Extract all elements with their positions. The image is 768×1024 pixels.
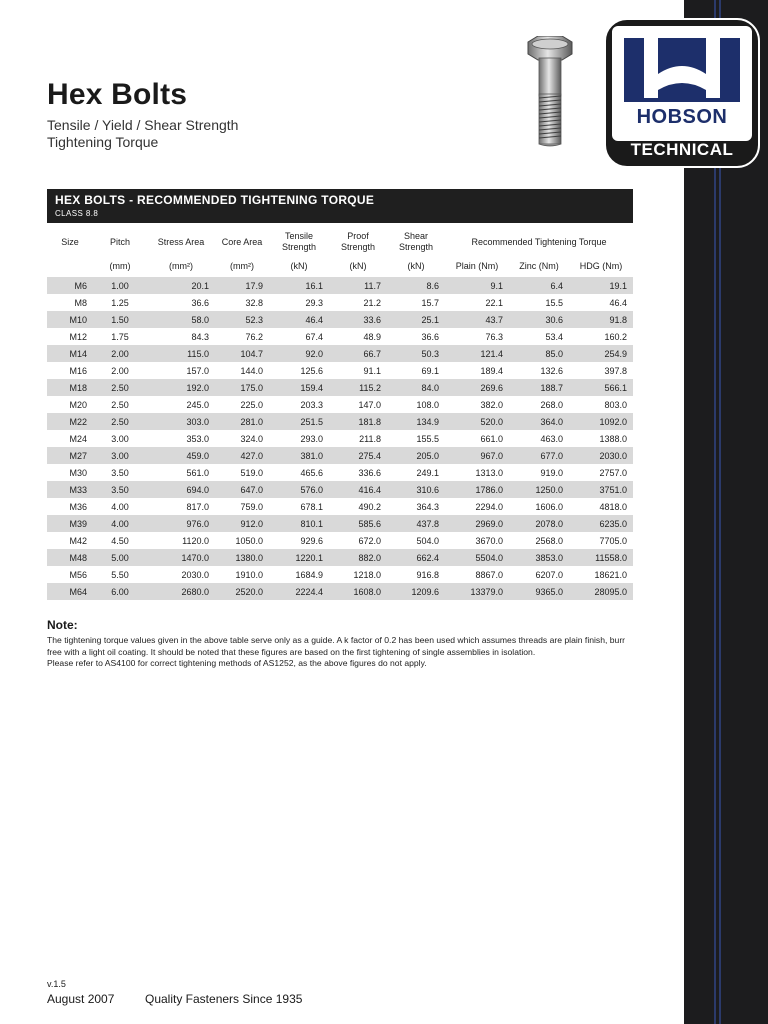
value-cell: 181.8	[329, 413, 387, 430]
value-cell: 268.0	[540, 399, 563, 410]
size-cell: M64	[47, 583, 93, 600]
size-cell: M10	[47, 311, 93, 328]
table-row	[47, 311, 633, 328]
value-cell: 2.50	[93, 379, 147, 396]
table-row	[47, 498, 633, 515]
value-cell: 84.0	[387, 379, 445, 396]
value-cell: 92.0	[269, 345, 329, 362]
value-cell: 381.0	[269, 447, 329, 464]
value-cell: 2.00	[93, 345, 147, 362]
value-cell: 144.0	[240, 365, 263, 376]
value-cell: 66.7	[329, 345, 387, 362]
value-cell: 6235.0	[569, 515, 633, 532]
value-cell: 205.0	[387, 447, 445, 464]
unit-header: (mm)	[109, 261, 131, 271]
value-cell: 5504.0	[445, 549, 509, 566]
value-cell: 661.0	[480, 433, 503, 444]
value-cell: 1388.0	[599, 433, 627, 444]
value-cell: 759.0	[240, 501, 263, 512]
table-row	[47, 481, 633, 498]
value-cell: 504.0	[416, 535, 439, 546]
value-cell: 249.1	[416, 467, 439, 478]
table-row	[47, 532, 633, 549]
value-cell: 1.00	[93, 277, 147, 294]
value-cell: 6.00	[93, 583, 147, 600]
size-cell: M6	[47, 277, 93, 294]
value-cell: 3.50	[93, 481, 147, 498]
value-cell: 463.0	[540, 433, 563, 444]
value-cell: 2030.0	[181, 569, 209, 580]
value-cell: 4.50	[111, 535, 129, 546]
value-cell: 1050.0	[235, 535, 263, 546]
value-cell: 17.9	[215, 277, 269, 294]
size-cell: M27	[47, 447, 93, 464]
value-cell: 1910.0	[235, 569, 263, 580]
value-cell: 647.0	[215, 481, 269, 498]
size-cell: M18	[47, 379, 93, 396]
table-row	[47, 549, 633, 566]
value-cell: 50.3	[387, 345, 445, 362]
value-cell: 9365.0	[509, 583, 569, 600]
value-cell: 382.0	[480, 399, 503, 410]
col-header: Tensile Strength	[281, 231, 317, 252]
size-cell: M12	[69, 331, 87, 342]
value-cell: 13379.0	[445, 583, 509, 600]
value-cell: 929.6	[300, 535, 323, 546]
torque-table	[47, 229, 633, 600]
value-cell: 437.8	[387, 515, 445, 532]
value-cell: 364.0	[509, 413, 569, 430]
value-cell: 189.4	[480, 365, 503, 376]
value-cell: 2757.0	[599, 467, 627, 478]
value-cell: 1313.0	[475, 467, 503, 478]
value-cell: 416.4	[329, 481, 387, 498]
value-cell: 1606.0	[535, 501, 563, 512]
value-cell: 203.3	[300, 399, 323, 410]
value-cell: 2294.0	[475, 501, 503, 512]
version-label: v.1.5	[47, 979, 66, 989]
value-cell: 976.0	[147, 515, 215, 532]
size-cell: M42	[69, 535, 87, 546]
note-title: Note:	[47, 618, 78, 632]
value-cell: 324.0	[240, 433, 263, 444]
value-cell: 25.1	[387, 311, 445, 328]
value-cell: 211.8	[359, 433, 381, 444]
value-cell: 8.6	[387, 277, 445, 294]
value-cell: 125.6	[300, 365, 323, 376]
value-cell: 157.0	[186, 365, 209, 376]
value-cell: 561.0	[186, 467, 209, 478]
value-cell: 1.25	[111, 297, 129, 308]
value-cell: 6.4	[509, 277, 569, 294]
table-row	[47, 277, 633, 294]
value-cell: 115.2	[329, 379, 387, 396]
value-cell: 2520.0	[215, 583, 269, 600]
value-cell: 58.0	[147, 311, 215, 328]
value-cell: 147.0	[358, 399, 381, 410]
value-cell: 519.0	[240, 467, 263, 478]
size-cell: M16	[69, 365, 87, 376]
value-cell: 397.8	[604, 365, 627, 376]
value-cell: 912.0	[215, 515, 269, 532]
unit-header: (kN)	[349, 261, 367, 271]
value-cell: 336.6	[358, 467, 381, 478]
value-cell: 160.2	[604, 331, 627, 342]
value-cell: 916.8	[416, 569, 439, 580]
value-cell: 1.50	[93, 311, 147, 328]
value-cell: 3.00	[93, 447, 147, 464]
value-cell: 585.6	[329, 515, 387, 532]
value-cell: 2568.0	[535, 535, 563, 546]
size-cell: M24	[69, 433, 87, 444]
value-cell: 76.2	[245, 331, 263, 342]
value-cell: 427.0	[215, 447, 269, 464]
value-cell: 919.0	[540, 467, 563, 478]
unit-header: (kN)	[407, 261, 425, 271]
value-cell: 281.0	[215, 413, 269, 430]
unit-header: (mm²)	[230, 261, 254, 271]
value-cell: 293.0	[300, 433, 323, 444]
table-class: CLASS 8.8	[55, 209, 99, 218]
value-cell: 490.2	[358, 501, 381, 512]
value-cell: 459.0	[147, 447, 215, 464]
value-cell: 22.1	[485, 297, 503, 308]
value-cell: 662.4	[387, 549, 445, 566]
value-cell: 1470.0	[147, 549, 215, 566]
value-cell: 28095.0	[569, 583, 633, 600]
logo-line2: TECHNICAL	[630, 140, 734, 159]
value-cell: 15.5	[545, 297, 563, 308]
value-cell: 192.0	[147, 379, 215, 396]
value-cell: 1218.0	[353, 569, 381, 580]
value-cell: 5.00	[93, 549, 147, 566]
value-cell: 11.7	[329, 277, 387, 294]
value-cell: 4818.0	[599, 501, 627, 512]
value-cell: 134.9	[387, 413, 445, 430]
value-cell: 91.8	[569, 311, 633, 328]
note-paragraph: The tightening torque values given in the above table serve only as a guide. A k factor of 0.2 has been used which assumes threads are plain finish, burr free with a light oil coating. It should be noted that these figures are based on the first tightening of single assemblies in isolation.	[47, 635, 626, 657]
value-cell: 19.1	[569, 277, 633, 294]
table-row	[47, 515, 633, 532]
value-cell: 520.0	[445, 413, 509, 430]
size-cell: M39	[47, 515, 93, 532]
value-cell: 810.1	[269, 515, 329, 532]
value-cell: 817.0	[186, 501, 209, 512]
value-cell: 33.6	[329, 311, 387, 328]
value-cell: 1092.0	[569, 413, 633, 430]
value-cell: 46.4	[609, 297, 627, 308]
value-cell: 15.7	[421, 297, 439, 308]
value-cell: 1608.0	[329, 583, 387, 600]
value-cell: 1.75	[111, 331, 129, 342]
value-cell: 3.50	[111, 467, 129, 478]
size-cell: M14	[47, 345, 93, 362]
value-cell: 967.0	[445, 447, 509, 464]
table-row	[47, 396, 633, 413]
value-cell: 7705.0	[599, 535, 627, 546]
value-cell: 1786.0	[445, 481, 509, 498]
value-cell: 9.1	[445, 277, 509, 294]
value-cell: 20.1	[147, 277, 215, 294]
value-cell: 269.6	[445, 379, 509, 396]
value-cell: 188.7	[509, 379, 569, 396]
value-cell: 32.8	[245, 297, 263, 308]
value-cell: 36.6	[421, 331, 439, 342]
value-cell: 2.50	[93, 413, 147, 430]
size-cell: M30	[69, 467, 87, 478]
table-row	[47, 294, 633, 311]
page-title: Hex Bolts	[47, 78, 188, 111]
value-cell: 1684.9	[295, 569, 323, 580]
value-cell: 303.0	[147, 413, 215, 430]
value-cell: 882.0	[329, 549, 387, 566]
value-cell: 6207.0	[535, 569, 563, 580]
value-cell: 121.4	[445, 345, 509, 362]
value-cell: 245.0	[186, 399, 209, 410]
table-row	[47, 447, 633, 464]
value-cell: 4.00	[111, 501, 129, 512]
col-header: Proof Strength	[340, 231, 376, 252]
unit-header: (kN)	[290, 261, 308, 271]
value-cell: 694.0	[147, 481, 215, 498]
value-cell: 21.2	[363, 297, 381, 308]
footer-date: August 2007	[47, 992, 115, 1006]
value-cell: 85.0	[509, 345, 569, 362]
size-cell: M33	[47, 481, 93, 498]
value-cell: 465.6	[300, 467, 323, 478]
value-cell: 310.6	[387, 481, 445, 498]
value-cell: 364.3	[416, 501, 439, 512]
value-cell: 1380.0	[215, 549, 269, 566]
col-header: Size	[61, 236, 79, 247]
value-cell: 576.0	[269, 481, 329, 498]
value-cell: 108.0	[416, 399, 439, 410]
value-cell: 53.4	[545, 331, 563, 342]
value-cell: 30.6	[509, 311, 569, 328]
unit-header: Zinc (Nm)	[519, 261, 559, 271]
note-paragraph: Please refer to AS4100 for correct tightening methods of AS1252, as the above figures do not apply.	[47, 658, 427, 669]
table-row	[47, 345, 633, 362]
size-cell: M36	[69, 501, 87, 512]
table-row	[47, 566, 633, 583]
value-cell: 2030.0	[569, 447, 633, 464]
value-cell: 11558.0	[569, 549, 633, 566]
value-cell: 2.50	[111, 399, 129, 410]
value-cell: 18621.0	[594, 569, 627, 580]
col-header: Shear Strength	[398, 231, 434, 252]
value-cell: 803.0	[604, 399, 627, 410]
unit-header	[47, 255, 93, 277]
value-cell: 5.50	[111, 569, 129, 580]
value-cell: 67.4	[305, 331, 323, 342]
table-row	[47, 430, 633, 447]
value-cell: 2680.0	[147, 583, 215, 600]
value-cell: 76.3	[485, 331, 503, 342]
value-cell: 2224.4	[269, 583, 329, 600]
col-header: Recommended Tightening Torque	[471, 236, 607, 247]
value-cell: 48.9	[363, 331, 381, 342]
value-cell: 3.00	[111, 433, 129, 444]
hex-bolt-icon	[522, 36, 578, 148]
value-cell: 84.3	[191, 331, 209, 342]
value-cell: 69.1	[421, 365, 439, 376]
value-cell: 1120.0	[182, 535, 209, 546]
value-cell: 43.7	[445, 311, 509, 328]
table-row	[47, 379, 633, 396]
size-cell: M48	[47, 549, 93, 566]
value-cell: 52.3	[215, 311, 269, 328]
value-cell: 254.9	[569, 345, 633, 362]
value-cell: 225.0	[240, 399, 263, 410]
value-cell: 132.6	[540, 365, 563, 376]
value-cell: 251.5	[269, 413, 329, 430]
value-cell: 16.1	[269, 277, 329, 294]
table-row	[47, 583, 633, 600]
value-cell: 353.0	[186, 433, 209, 444]
value-cell: 4.00	[93, 515, 147, 532]
logo-line1: HOBSON	[636, 106, 728, 128]
footer-tagline: Quality Fasteners Since 1935	[145, 992, 303, 1006]
value-cell: 1220.1	[269, 549, 329, 566]
value-cell: 275.4	[329, 447, 387, 464]
table-row	[47, 464, 633, 481]
page-subtitle: Tensile / Yield / Shear Strength	[47, 117, 239, 133]
size-cell: M22	[47, 413, 93, 430]
value-cell: 3670.0	[475, 535, 503, 546]
unit-header: (mm²)	[169, 261, 193, 271]
unit-header: HDG (Nm)	[579, 261, 623, 271]
value-cell: 159.4	[269, 379, 329, 396]
value-cell: 672.0	[358, 535, 381, 546]
value-cell: 566.1	[569, 379, 633, 396]
value-cell: 2969.0	[445, 515, 509, 532]
table-title-bar	[47, 189, 633, 223]
value-cell: 678.1	[300, 501, 323, 512]
value-cell: 29.3	[305, 297, 323, 308]
unit-header: Plain (Nm)	[455, 261, 499, 271]
table-title: HEX BOLTS - RECOMMENDED TIGHTENING TORQUE	[55, 193, 375, 207]
note-body	[47, 635, 637, 670]
value-cell: 46.4	[269, 311, 329, 328]
value-cell: 1209.6	[387, 583, 445, 600]
col-header: Stress Area	[157, 236, 205, 247]
page-subtitle-2: Tightening Torque	[47, 134, 159, 150]
col-header: Core Area	[221, 236, 263, 247]
table-row	[47, 328, 633, 345]
hobson-logo	[604, 18, 760, 168]
value-cell: 91.1	[363, 365, 381, 376]
value-cell: 8867.0	[475, 569, 503, 580]
size-cell: M20	[69, 399, 87, 410]
size-cell: M56	[69, 569, 87, 580]
table-row	[47, 362, 633, 379]
value-cell: 36.6	[191, 297, 209, 308]
value-cell: 2.00	[111, 365, 129, 376]
value-cell: 104.7	[215, 345, 269, 362]
value-cell: 2078.0	[509, 515, 569, 532]
value-cell: 3853.0	[509, 549, 569, 566]
value-cell: 175.0	[215, 379, 269, 396]
value-cell: 1250.0	[509, 481, 569, 498]
value-cell: 155.5	[416, 433, 439, 444]
size-cell: M8	[74, 297, 87, 308]
value-cell: 677.0	[509, 447, 569, 464]
col-header: Pitch	[109, 236, 130, 247]
value-cell: 3751.0	[569, 481, 633, 498]
table-row	[47, 413, 633, 430]
value-cell: 115.0	[147, 345, 215, 362]
